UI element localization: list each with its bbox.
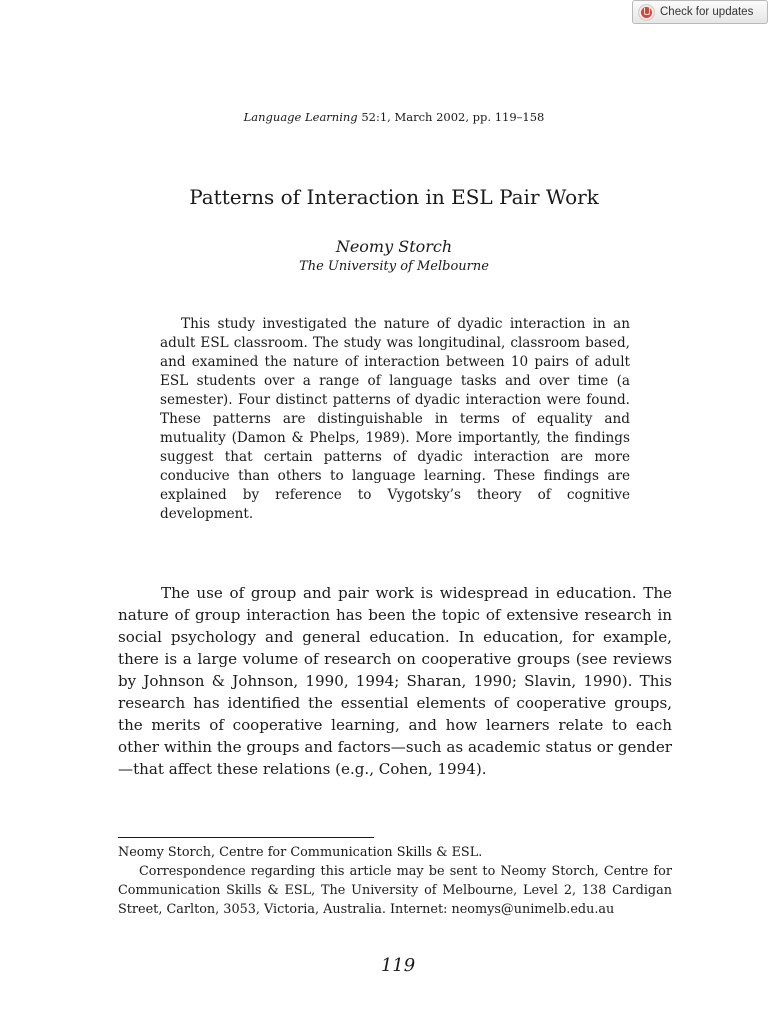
- crossmark-bookmark-icon: [639, 5, 654, 20]
- footnote-divider: [118, 837, 374, 838]
- author-affiliation: The University of Melbourne: [299, 259, 489, 274]
- page-number: 119: [380, 955, 416, 976]
- footnote-author-line: Neomy Storch, Centre for Communication Skills & ESL.: [118, 845, 483, 860]
- check-for-updates-button[interactable]: [632, 0, 768, 24]
- journal-citation: [0, 110, 768, 124]
- article-title: Patterns of Interaction in ESL Pair Work: [189, 185, 599, 209]
- journal-name: Language Learning: [243, 110, 358, 124]
- footnote-correspondence: Correspondence regarding this article may be sent to Neomy Storch, Centre for Communication Skills & ESL, The University of Melbourne, Level 2, 138 Cardigan Street, Carlton, 3053, Victoria, Australia. Internet: neomys@unimelb.edu.au: [118, 864, 672, 917]
- body-paragraph: The use of group and pair work is widespread in education. The nature of group interaction has been the topic of extensive research in social psychology and general education. In education, for example, there is a large volume of research on cooperative groups (see reviews by Johnson & Johnson, 1990, 1994; Sharan, 1990; Slavin, 1990). This research has identified the essential elements of cooperative groups, the merits of cooperative learning, and how learners relate to each other within the groups and factors—such as academic status or gender—that affect these relations (e.g., Cohen, 1994).: [118, 584, 672, 778]
- check-for-updates-label: Check for updates: [660, 6, 754, 18]
- author-name: Neomy Storch: [335, 237, 453, 256]
- journal-details: 52:1, March 2002, pp. 119–158: [361, 110, 545, 124]
- abstract: This study investigated the nature of dyadic interaction in an adult ESL classroom. The study was longitudinal, classroom based, and examined the nature of interaction between 10 pairs of adult ESL students over a range of language tasks and over time (a semester). Four distinct patterns of dyadic interaction were found. These patterns are distinguishable in terms of equality and mutuality (Damon & Phelps, 1989). More importantly, the findings suggest that certain patterns of dyadic interaction are more conducive than others to language learning. These findings are explained by reference to Vygotsky’s theory of cognitive development.: [160, 316, 630, 522]
